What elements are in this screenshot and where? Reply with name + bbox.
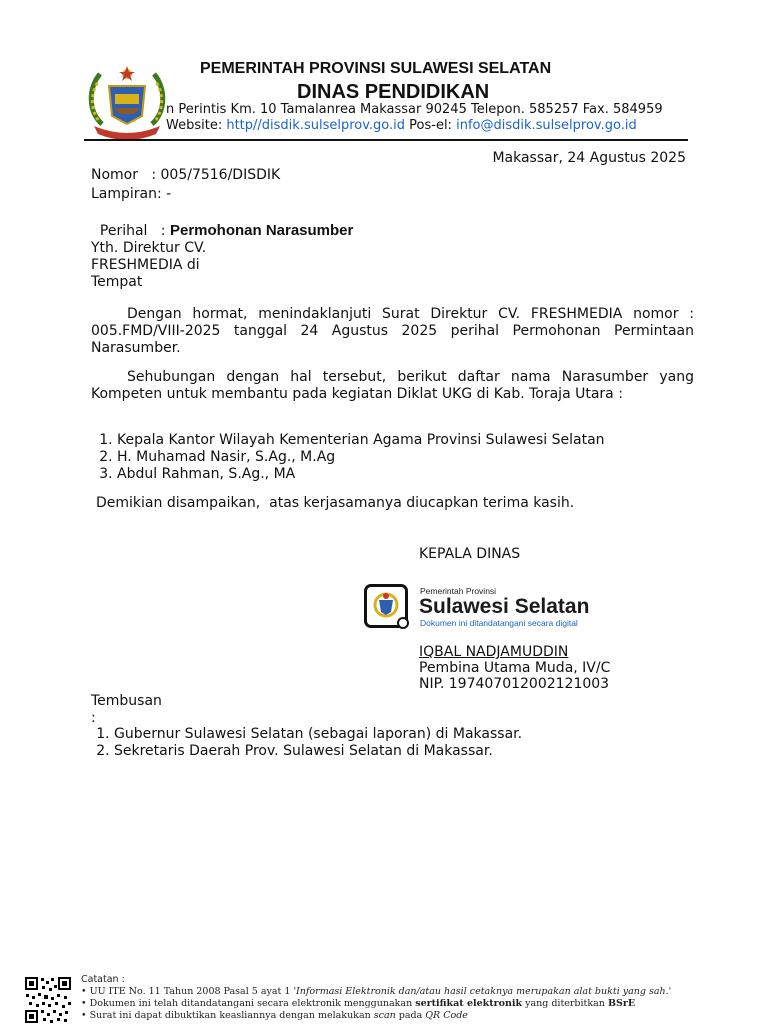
verification-qr-code[interactable] (24, 976, 72, 1024)
footer-note-3-text: • Surat ini dapat dibuktikan keasliannya dengan melakukan (81, 1010, 374, 1021)
signatory-name: IQBAL NADJAMUDDIN (419, 644, 569, 660)
footer-note-2-issuer: BSrE (607, 998, 636, 1009)
recipient-line-2: FRESHMEDIA di (91, 257, 200, 273)
list-item: 2. Sekretaris Daerah Prov. Sulawesi Selatan di Makassar. (114, 743, 691, 760)
footer-note-1 (81, 986, 761, 998)
footer-note-2-certificate: sertifikat elektronik (415, 998, 523, 1009)
email-link[interactable]: info@disdik.sulselprov.go.id (456, 118, 637, 133)
signatory-rank: Pembina Utama Muda, IV/C (419, 660, 611, 676)
speaker-list (91, 432, 694, 483)
footer-note-3 (81, 1010, 761, 1022)
signatory-title: KEPALA DINAS (419, 546, 521, 562)
closing-sentence: Demikian disampaikan, atas kerjasamanya diucapkan terima kasih. (96, 495, 575, 511)
recipient-line-3: Tempat (91, 274, 143, 290)
header-department: DINAS PENDIDIKAN (297, 81, 490, 103)
badge-top-text: Pemerintah Provinsi (420, 586, 497, 596)
list-item: 1. Kepala Kantor Wilayah Kementerian Agama Provinsi Sulawesi Selatan (117, 432, 694, 449)
footer-note-3-text-b: pada (395, 1010, 426, 1021)
letter-date: Makassar, 24 Agustus 2025 (492, 150, 686, 166)
footer-note-2-text-b: yang diterbitkan (522, 998, 608, 1009)
logo-label: SULAWESI SELATAN (102, 125, 152, 130)
website-link[interactable]: http//disdik.sulselprov.go.id (226, 118, 406, 133)
email-label: Pos-el: (409, 118, 452, 133)
footer-note-1-text: • UU ITE No. 11 Tahun 2008 Pasal 5 ayat 1 (81, 986, 294, 997)
body-paragraph-2: Sehubungan dengan hal tersebut, berikut daftar nama Narasumber yang Kompeten untuk membantu pada kegiatan Diklat UKG di Kab. Toraja Utara : (91, 369, 694, 402)
recipient-line-1: Yth. Direktur CV. (91, 240, 207, 256)
subject-label: Perihal : (99, 223, 170, 239)
badge-emblem-icon (364, 584, 408, 628)
badge-sub-text: Dokumen ini ditandatangani secara digital (420, 618, 578, 628)
letter-subject-row (91, 205, 353, 240)
footer-note-2-text: • Dokumen ini telah ditandatangani secara elektronik menggunakan (81, 998, 416, 1009)
footer-notes (81, 974, 761, 1022)
badge-main-text: Sulawesi Selatan (419, 595, 590, 618)
digital-signature-badge (364, 584, 614, 632)
footer-note-3-scan: scan (373, 1010, 396, 1021)
header-address: n Perintis Km. 10 Tamalanrea Makassar 90245 Telepon. 585257 Fax. 584959 (166, 102, 663, 117)
footer-note-1-quote: 'Informasi Elektronik dan/atau hasil cetaknya merupakan alat bukti yang sah.' (293, 986, 672, 997)
body-paragraph-1: Dengan hormat, menindaklanjuti Surat Direktur CV. FRESHMEDIA nomor : 005.FMD/VIII-2025 tanggal 24 Agustus 2025 perihal Permohonan Permintaan Narasumber. (91, 306, 694, 356)
letter-attachment: Lampiran: - (91, 186, 172, 202)
letter-number: Nomor : 005/7516/DISDIK (91, 167, 281, 183)
list-item: 1. Gubernur Sulawesi Selatan (sebagai laporan) di Makassar. (114, 726, 691, 743)
footer-note-2 (81, 998, 761, 1010)
footer-note-3-qr: QR Code (425, 1010, 468, 1021)
footer-note-title: Catatan : (81, 974, 125, 985)
cc-colon: : (91, 710, 96, 726)
subject-value: Permohonan Narasumber (169, 222, 354, 239)
province-logo (84, 62, 170, 140)
header-government: PEMERINTAH PROVINSI SULAWESI SELATAN (200, 60, 552, 77)
cc-list (88, 726, 691, 760)
list-item: 3. Abdul Rahman, S.Ag., MA (117, 466, 694, 483)
header-contacts (166, 118, 637, 133)
website-label: Website: (166, 118, 223, 133)
cc-label: Tembusan (91, 693, 162, 709)
signatory-nip: NIP. 197407012002121003 (419, 676, 610, 692)
header-divider (84, 139, 688, 141)
list-item: 2. H. Muhamad Nasir, S.Ag., M.Ag (117, 449, 694, 466)
